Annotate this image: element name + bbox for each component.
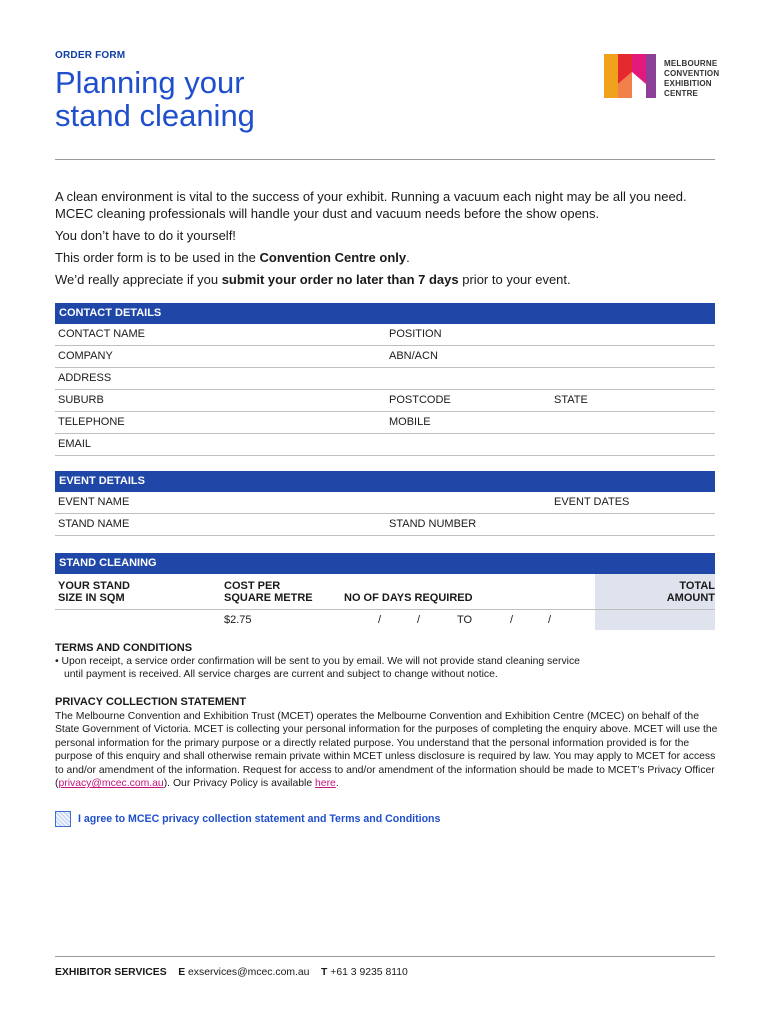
col-total-amount: TOTAL AMOUNT	[666, 580, 715, 604]
title-line-2: stand cleaning	[55, 98, 255, 133]
stand-name-row[interactable]	[55, 514, 715, 536]
logo-line: MELBOURNE	[664, 59, 718, 68]
intro-paragraph: We’d really appreciate if you submit your order no later than 7 days prior to your event.	[55, 272, 571, 287]
footer-phone[interactable]: +61 3 9235 8110	[330, 967, 408, 978]
header-divider	[55, 159, 715, 160]
company-row[interactable]	[55, 346, 715, 368]
cleaning-table-row	[55, 610, 715, 632]
abn-label: ABN/ACN	[389, 350, 438, 362]
page-title	[55, 66, 255, 132]
mcec-logo-mark-icon	[604, 50, 660, 102]
col-cost-per-sqm: COST PER SQUARE METRE	[224, 580, 313, 604]
price-per-sqm: $2.75	[224, 614, 252, 626]
address-label: ADDRESS	[58, 372, 112, 384]
telephone-label: TELEPHONE	[58, 416, 125, 428]
cleaning-table-header	[55, 574, 715, 610]
position-label: POSITION	[389, 328, 442, 340]
intro-paragraph: You don’t have to do it yourself!	[55, 228, 236, 243]
privacy-heading: PRIVACY COLLECTION STATEMENT	[55, 696, 247, 708]
privacy-email-link[interactable]: privacy@mcec.com.au	[58, 778, 164, 790]
form-kicker: ORDER FORM	[55, 50, 126, 61]
email-label: EMAIL	[58, 438, 92, 450]
logo-line: EXHIBITION	[664, 79, 712, 88]
col-days-required: NO OF DAYS REQUIRED	[344, 592, 473, 604]
footer-t-label: T	[321, 967, 328, 978]
terms-text	[55, 655, 720, 682]
stand-cleaning-section	[55, 553, 715, 632]
footer-divider	[55, 956, 715, 957]
agree-label: I agree to MCEC privacy collection statement and Terms and Conditions	[78, 813, 441, 825]
col-stand-size: YOUR STAND SIZE IN SQM	[58, 580, 130, 604]
order-form-page	[55, 0, 720, 1024]
contact-name-label: CONTACT NAME	[58, 328, 145, 340]
suburb-label: SUBURB	[58, 394, 104, 406]
title-line-1: Planning your	[55, 65, 245, 100]
section-heading: EVENT DETAILS	[55, 471, 715, 492]
mobile-label: MOBILE	[389, 416, 431, 428]
event-details-section	[55, 471, 715, 536]
stand-name-label: STAND NAME	[58, 518, 130, 530]
date-slash: /	[510, 614, 514, 626]
state-label: STATE	[554, 394, 588, 406]
terms-line: • Upon receipt, a service order confirmation will be sent to you by email. We will not provide stand cleaning service	[55, 656, 580, 667]
date-slash: /	[548, 614, 552, 626]
section-heading: STAND CLEANING	[55, 553, 715, 574]
logo-wordmark	[664, 59, 719, 99]
footer-label: EXHIBITOR SERVICES	[55, 967, 167, 978]
intro-paragraph: This order form is to be used in the Convention Centre only.	[55, 250, 410, 265]
logo-line: CENTRE	[664, 89, 699, 98]
telephone-row[interactable]	[55, 412, 715, 434]
event-name-row[interactable]	[55, 492, 715, 514]
section-heading: CONTACT DETAILS	[55, 303, 715, 324]
suburb-row[interactable]	[55, 390, 715, 412]
privacy-policy-link[interactable]: here	[315, 778, 336, 790]
event-dates-label: EVENT DATES	[554, 496, 630, 508]
date-range-to: TO	[457, 614, 473, 626]
intro-paragraph: A clean environment is vital to the success of your exhibit. Running a vacuum each night may be all you need. MCEC cleaning professionals will handle your dust and vacuum needs before the show opens.	[55, 189, 687, 221]
intro-text	[55, 188, 715, 293]
privacy-text: The Melbourne Convention and Exhibition Trust (MCET) operates the Melbourne Convention and Exhibition Centre (MCEC) on behalf of the State Government of Victoria. MCET is collecting your personal information for the purposes of completing the enquiry above. MCET will use the personal information for the primary purpose or a directly related purpose. You understand that the personal information provided is for the purpose of this enquiry and shall otherwise remain private within MCET unless disclosure is required by law. You may apply to MCET for access to and/or amendment of the information. Request for access to and/or amendment of the information should be made to MCET’s Privacy Officer (privacy@mcec.com.au). Our Privacy Policy is available here.	[55, 711, 718, 790]
mcec-logo	[604, 50, 719, 102]
contact-row[interactable]	[55, 324, 715, 346]
event-name-label: EVENT NAME	[58, 496, 130, 508]
logo-line: CONVENTION	[664, 69, 720, 78]
terms-heading: TERMS AND CONDITIONS	[55, 642, 193, 654]
date-slash: /	[378, 614, 382, 626]
footer-email[interactable]: exservices@mcec.com.au	[188, 967, 310, 978]
address-row[interactable]	[55, 368, 715, 390]
footer-e-label: E	[178, 967, 186, 978]
date-slash: /	[417, 614, 421, 626]
email-row[interactable]	[55, 434, 715, 456]
footer	[55, 967, 408, 978]
postcode-label: POSTCODE	[389, 394, 451, 406]
terms-line: until payment is received. All service charges are current and subject to change without notice.	[64, 669, 498, 681]
agree-checkbox[interactable]	[55, 811, 71, 827]
contact-details-section	[55, 303, 715, 456]
stand-number-label: STAND NUMBER	[389, 518, 477, 530]
company-label: COMPANY	[58, 350, 113, 362]
